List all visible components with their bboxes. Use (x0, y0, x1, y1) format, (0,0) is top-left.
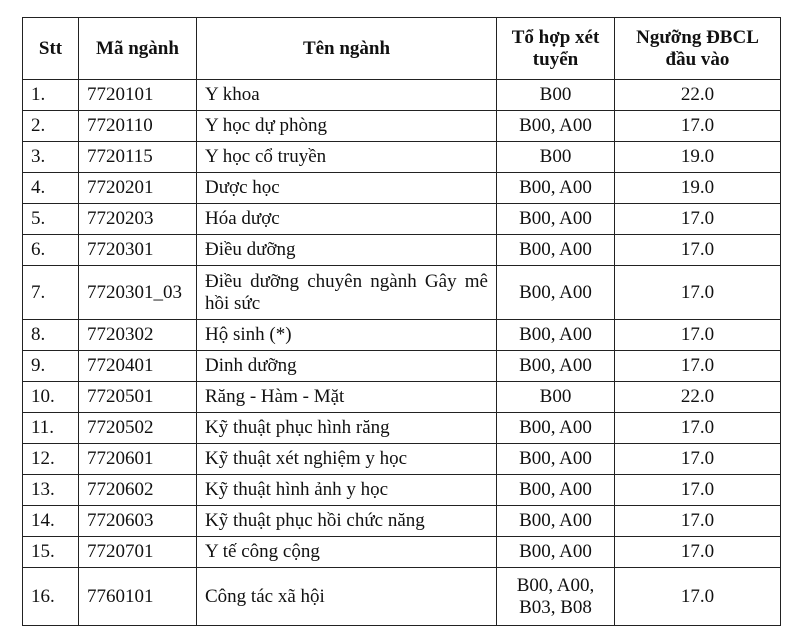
table-row (23, 382, 781, 413)
table-row (23, 142, 781, 173)
cell-code: 7720201 (79, 173, 197, 204)
table-row (23, 266, 781, 320)
cell-combo: B00 (497, 382, 615, 413)
cell-combo: B00, A00, B03, B08 (497, 568, 615, 626)
cell-code: 7720301 (79, 235, 197, 266)
cell-name: Y học dự phòng (197, 111, 497, 142)
table-row (23, 111, 781, 142)
cell-threshold: 17.0 (615, 111, 781, 142)
header-combo: Tổ hợp xét tuyển (497, 18, 615, 80)
cell-name: Răng - Hàm - Mặt (197, 382, 497, 413)
admission-table (22, 17, 781, 626)
cell-combo: B00, A00 (497, 475, 615, 506)
table-row (23, 173, 781, 204)
cell-code: 7720502 (79, 413, 197, 444)
cell-threshold: 17.0 (615, 235, 781, 266)
table-row (23, 413, 781, 444)
header-stt: Stt (23, 18, 79, 80)
table-row (23, 204, 781, 235)
cell-threshold: 17.0 (615, 475, 781, 506)
cell-threshold: 17.0 (615, 537, 781, 568)
cell-stt: 5. (23, 204, 79, 235)
table-row (23, 568, 781, 626)
table-row (23, 320, 781, 351)
cell-combo: B00 (497, 142, 615, 173)
cell-name: Y tế công cộng (197, 537, 497, 568)
cell-combo: B00, A00 (497, 413, 615, 444)
cell-threshold: 17.0 (615, 444, 781, 475)
table-row (23, 80, 781, 111)
cell-code: 7720302 (79, 320, 197, 351)
cell-combo: B00, A00 (497, 351, 615, 382)
cell-stt: 13. (23, 475, 79, 506)
cell-threshold: 17.0 (615, 204, 781, 235)
cell-code: 7720301_03 (79, 266, 197, 320)
cell-code: 7720501 (79, 382, 197, 413)
cell-combo: B00, A00 (497, 173, 615, 204)
cell-code: 7720401 (79, 351, 197, 382)
cell-code: 7720101 (79, 80, 197, 111)
cell-name: Y khoa (197, 80, 497, 111)
cell-name: Điều dưỡng chuyên ngành Gây mê hồi sức (197, 266, 497, 320)
table-body (23, 80, 781, 626)
cell-stt: 2. (23, 111, 79, 142)
cell-combo: B00, A00 (497, 537, 615, 568)
cell-combo: B00, A00 (497, 506, 615, 537)
cell-stt: 16. (23, 568, 79, 626)
cell-stt: 7. (23, 266, 79, 320)
cell-threshold: 22.0 (615, 80, 781, 111)
header-row (23, 18, 781, 80)
cell-stt: 8. (23, 320, 79, 351)
cell-code: 7720601 (79, 444, 197, 475)
table-row (23, 537, 781, 568)
cell-stt: 6. (23, 235, 79, 266)
table-row (23, 235, 781, 266)
cell-combo: B00 (497, 80, 615, 111)
cell-name: Y học cổ truyền (197, 142, 497, 173)
cell-threshold: 17.0 (615, 320, 781, 351)
cell-combo: B00, A00 (497, 204, 615, 235)
cell-combo: B00, A00 (497, 235, 615, 266)
cell-code: 7720110 (79, 111, 197, 142)
cell-name: Kỹ thuật phục hình răng (197, 413, 497, 444)
cell-code: 7720603 (79, 506, 197, 537)
cell-stt: 11. (23, 413, 79, 444)
cell-threshold: 17.0 (615, 568, 781, 626)
cell-threshold: 19.0 (615, 173, 781, 204)
table-row (23, 351, 781, 382)
cell-stt: 4. (23, 173, 79, 204)
cell-combo: B00, A00 (497, 320, 615, 351)
cell-name: Kỹ thuật hình ảnh y học (197, 475, 497, 506)
cell-threshold: 19.0 (615, 142, 781, 173)
cell-stt: 15. (23, 537, 79, 568)
cell-stt: 10. (23, 382, 79, 413)
cell-name: Dược học (197, 173, 497, 204)
cell-name: Điều dưỡng (197, 235, 497, 266)
cell-name: Hóa dược (197, 204, 497, 235)
cell-threshold: 17.0 (615, 506, 781, 537)
cell-name: Dinh dưỡng (197, 351, 497, 382)
cell-stt: 3. (23, 142, 79, 173)
cell-stt: 9. (23, 351, 79, 382)
cell-combo: B00, A00 (497, 111, 615, 142)
cell-threshold: 22.0 (615, 382, 781, 413)
cell-stt: 1. (23, 80, 79, 111)
cell-stt: 12. (23, 444, 79, 475)
cell-code: 7720701 (79, 537, 197, 568)
cell-code: 7720115 (79, 142, 197, 173)
table-row (23, 475, 781, 506)
cell-name: Hộ sinh (*) (197, 320, 497, 351)
cell-code: 7760101 (79, 568, 197, 626)
cell-code: 7720203 (79, 204, 197, 235)
cell-threshold: 17.0 (615, 413, 781, 444)
table-row (23, 506, 781, 537)
cell-threshold: 17.0 (615, 266, 781, 320)
cell-combo: B00, A00 (497, 266, 615, 320)
cell-name: Kỹ thuật phục hồi chức năng (197, 506, 497, 537)
cell-code: 7720602 (79, 475, 197, 506)
header-name: Tên ngành (197, 18, 497, 80)
header-threshold: Ngưỡng ĐBCL đầu vào (615, 18, 781, 80)
cell-stt: 14. (23, 506, 79, 537)
cell-combo: B00, A00 (497, 444, 615, 475)
cell-name: Kỹ thuật xét nghiệm y học (197, 444, 497, 475)
cell-threshold: 17.0 (615, 351, 781, 382)
header-code: Mã ngành (79, 18, 197, 80)
table-row (23, 444, 781, 475)
cell-name: Công tác xã hội (197, 568, 497, 626)
